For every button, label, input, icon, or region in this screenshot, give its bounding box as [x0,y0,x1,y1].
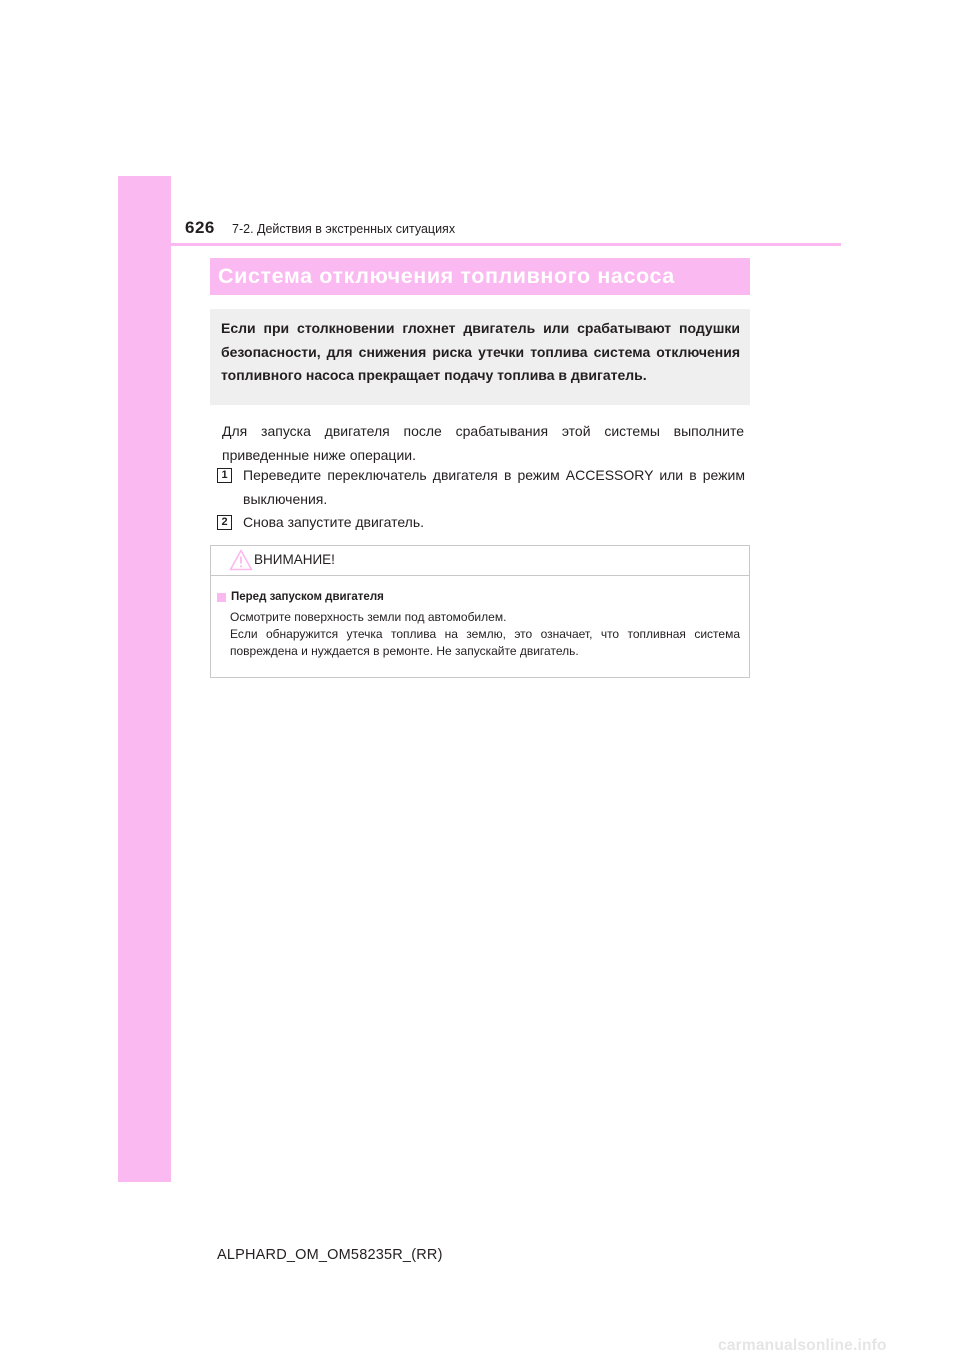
header-rule [118,243,841,246]
page-title: Система отключения топливного насоса [218,264,675,288]
warning-line-2: Если обнаружится утечка топлива на землю, это означает, что топливная система повреждена и нуждается в ремонте. Не запускайте двигатель. [230,627,740,658]
warning-box [210,545,750,678]
warning-triangle-icon [229,549,253,571]
intro-text: Для запуска двигателя после срабатывания этой системы выполните приведенные ниже операции. [222,423,744,463]
warning-label: ВНИМАНИЕ! [254,552,335,567]
summary-box [210,309,750,405]
title-bar [210,258,750,295]
warning-subtitle-text: Перед запуском двигателя [231,591,384,603]
square-bullet-icon [217,593,226,602]
warning-body [230,609,740,660]
step-2-text: Снова запустите двигатель. [243,514,425,530]
chapter-side-tab [118,176,171,1182]
page-number: 626 [185,218,215,237]
warning-header [211,546,749,576]
footer-doc-code: ALPHARD_OM_OM58235R_(RR) [217,1247,443,1263]
warning-subtitle [217,591,384,603]
step-1-text: Переведите переключатель двигателя в режим ACCESSORY или в режим выключения. [243,467,745,507]
summary-text: Если при столкновении глохнет двигатель или срабатывают подушки безопасности, для снижения риска утечки топлива система отключения топливного насоса прекращает подачу топлива в двигатель. [221,320,740,383]
step-1-badge: 1 [217,468,232,483]
watermark: carmanualsonline.info [718,1337,887,1354]
warning-line-1: Осмотрите поверхность земли под автомобилем. [230,610,507,624]
step-2-badge: 2 [217,515,232,530]
section-label: 7-2. Действия в экстренных ситуациях [232,222,456,236]
